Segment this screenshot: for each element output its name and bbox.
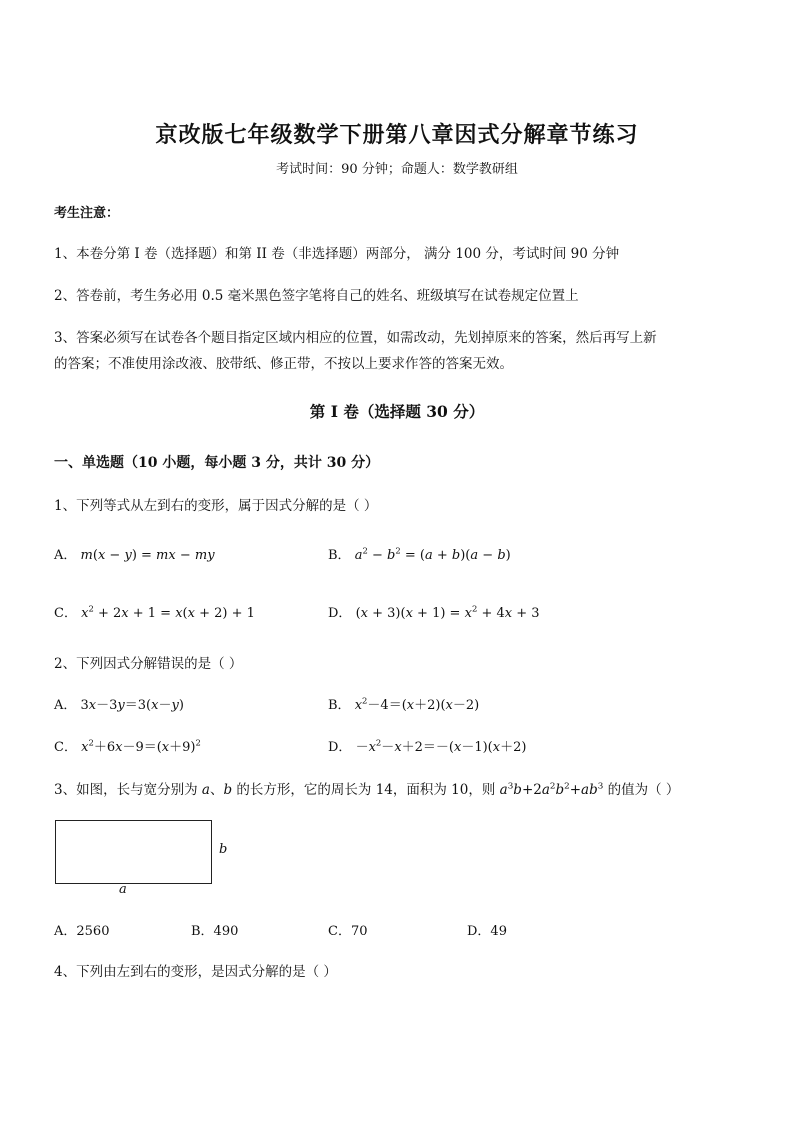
question-3-stem: 3、如图，长与宽分别为 a、b 的长方形，它的周长为 14，面积为 10，则 $a^3b+2a^2b^2+ab^3$ 的值为（ ） — [54, 781, 680, 798]
q3-option-a: A．2560 — [54, 924, 110, 939]
notice-item-1: 1、本卷分第 I 卷（选择题）和第 II 卷（非选择题）两部分， 满分 100 分，考试时间 90 分钟 — [54, 246, 620, 262]
q3-option-d: D．49 — [467, 924, 507, 939]
rect-width-label: a — [119, 882, 127, 897]
question-1-stem: 1、下列等式从左到右的变形，属于因式分解的是（ ） — [54, 498, 378, 514]
notice-item-3: 3、答案必须写在试卷各个题目指定区域内相应的位置，如需改动，先划掉原来的答案，然后再写上新 — [54, 330, 657, 346]
q1-option-b: B． $a^2 - b^2 = (a + b)(a - b)$ — [328, 545, 511, 563]
rectangle-figure — [55, 820, 212, 884]
q2-option-c: C． $x^2+6x-9=(x+9)^2$ — [54, 737, 201, 755]
q2-option-d: D． $-x^2-x+2=-(x-1)(x+2)$ — [328, 737, 527, 755]
notice-item-2: 2、答卷前，考生务必用 0.5 毫米黑色签字笔将自己的姓名、班级填写在试卷规定位置上 — [54, 288, 579, 304]
q2-option-b: B． $x^2-4=(x+2)(x-2)$ — [328, 695, 480, 713]
notice-item-3-cont: 的答案；不准使用涂改液、胶带纸、修正带，不按以上要求作答的答案无效。 — [54, 356, 513, 372]
section-title: 第 I 卷（选择题 30 分） — [309, 402, 485, 421]
q3-option-c: C．70 — [328, 924, 368, 939]
notice-heading: 考生注意： — [54, 206, 120, 221]
q1-option-c: C． $x^2 + 2x + 1 = x(x + 2) + 1$ — [54, 603, 255, 621]
question-2-stem: 2、下列因式分解错误的是（ ） — [54, 656, 243, 672]
q1-option-a: A． m(x − y) = mx − my — [54, 548, 215, 563]
exam-info: 考试时间：90 分钟；命题人：数学教研组 — [276, 162, 518, 177]
part-title: 一、单选题（10 小题，每小题 3 分，共计 30 分） — [54, 455, 380, 471]
q3-option-b: B．490 — [191, 924, 239, 939]
q1-option-d: D． $(x + 3)(x + 1) = x^2 + 4x + 3$ — [328, 603, 540, 621]
page-title: 京改版七年级数学下册第八章因式分解章节练习 — [155, 122, 639, 148]
rect-height-label: b — [219, 842, 228, 857]
question-4-stem: 4、下列由左到右的变形，是因式分解的是（ ） — [54, 964, 337, 980]
q2-option-a: A． 3x－3y＝3(x－y) — [54, 698, 184, 713]
